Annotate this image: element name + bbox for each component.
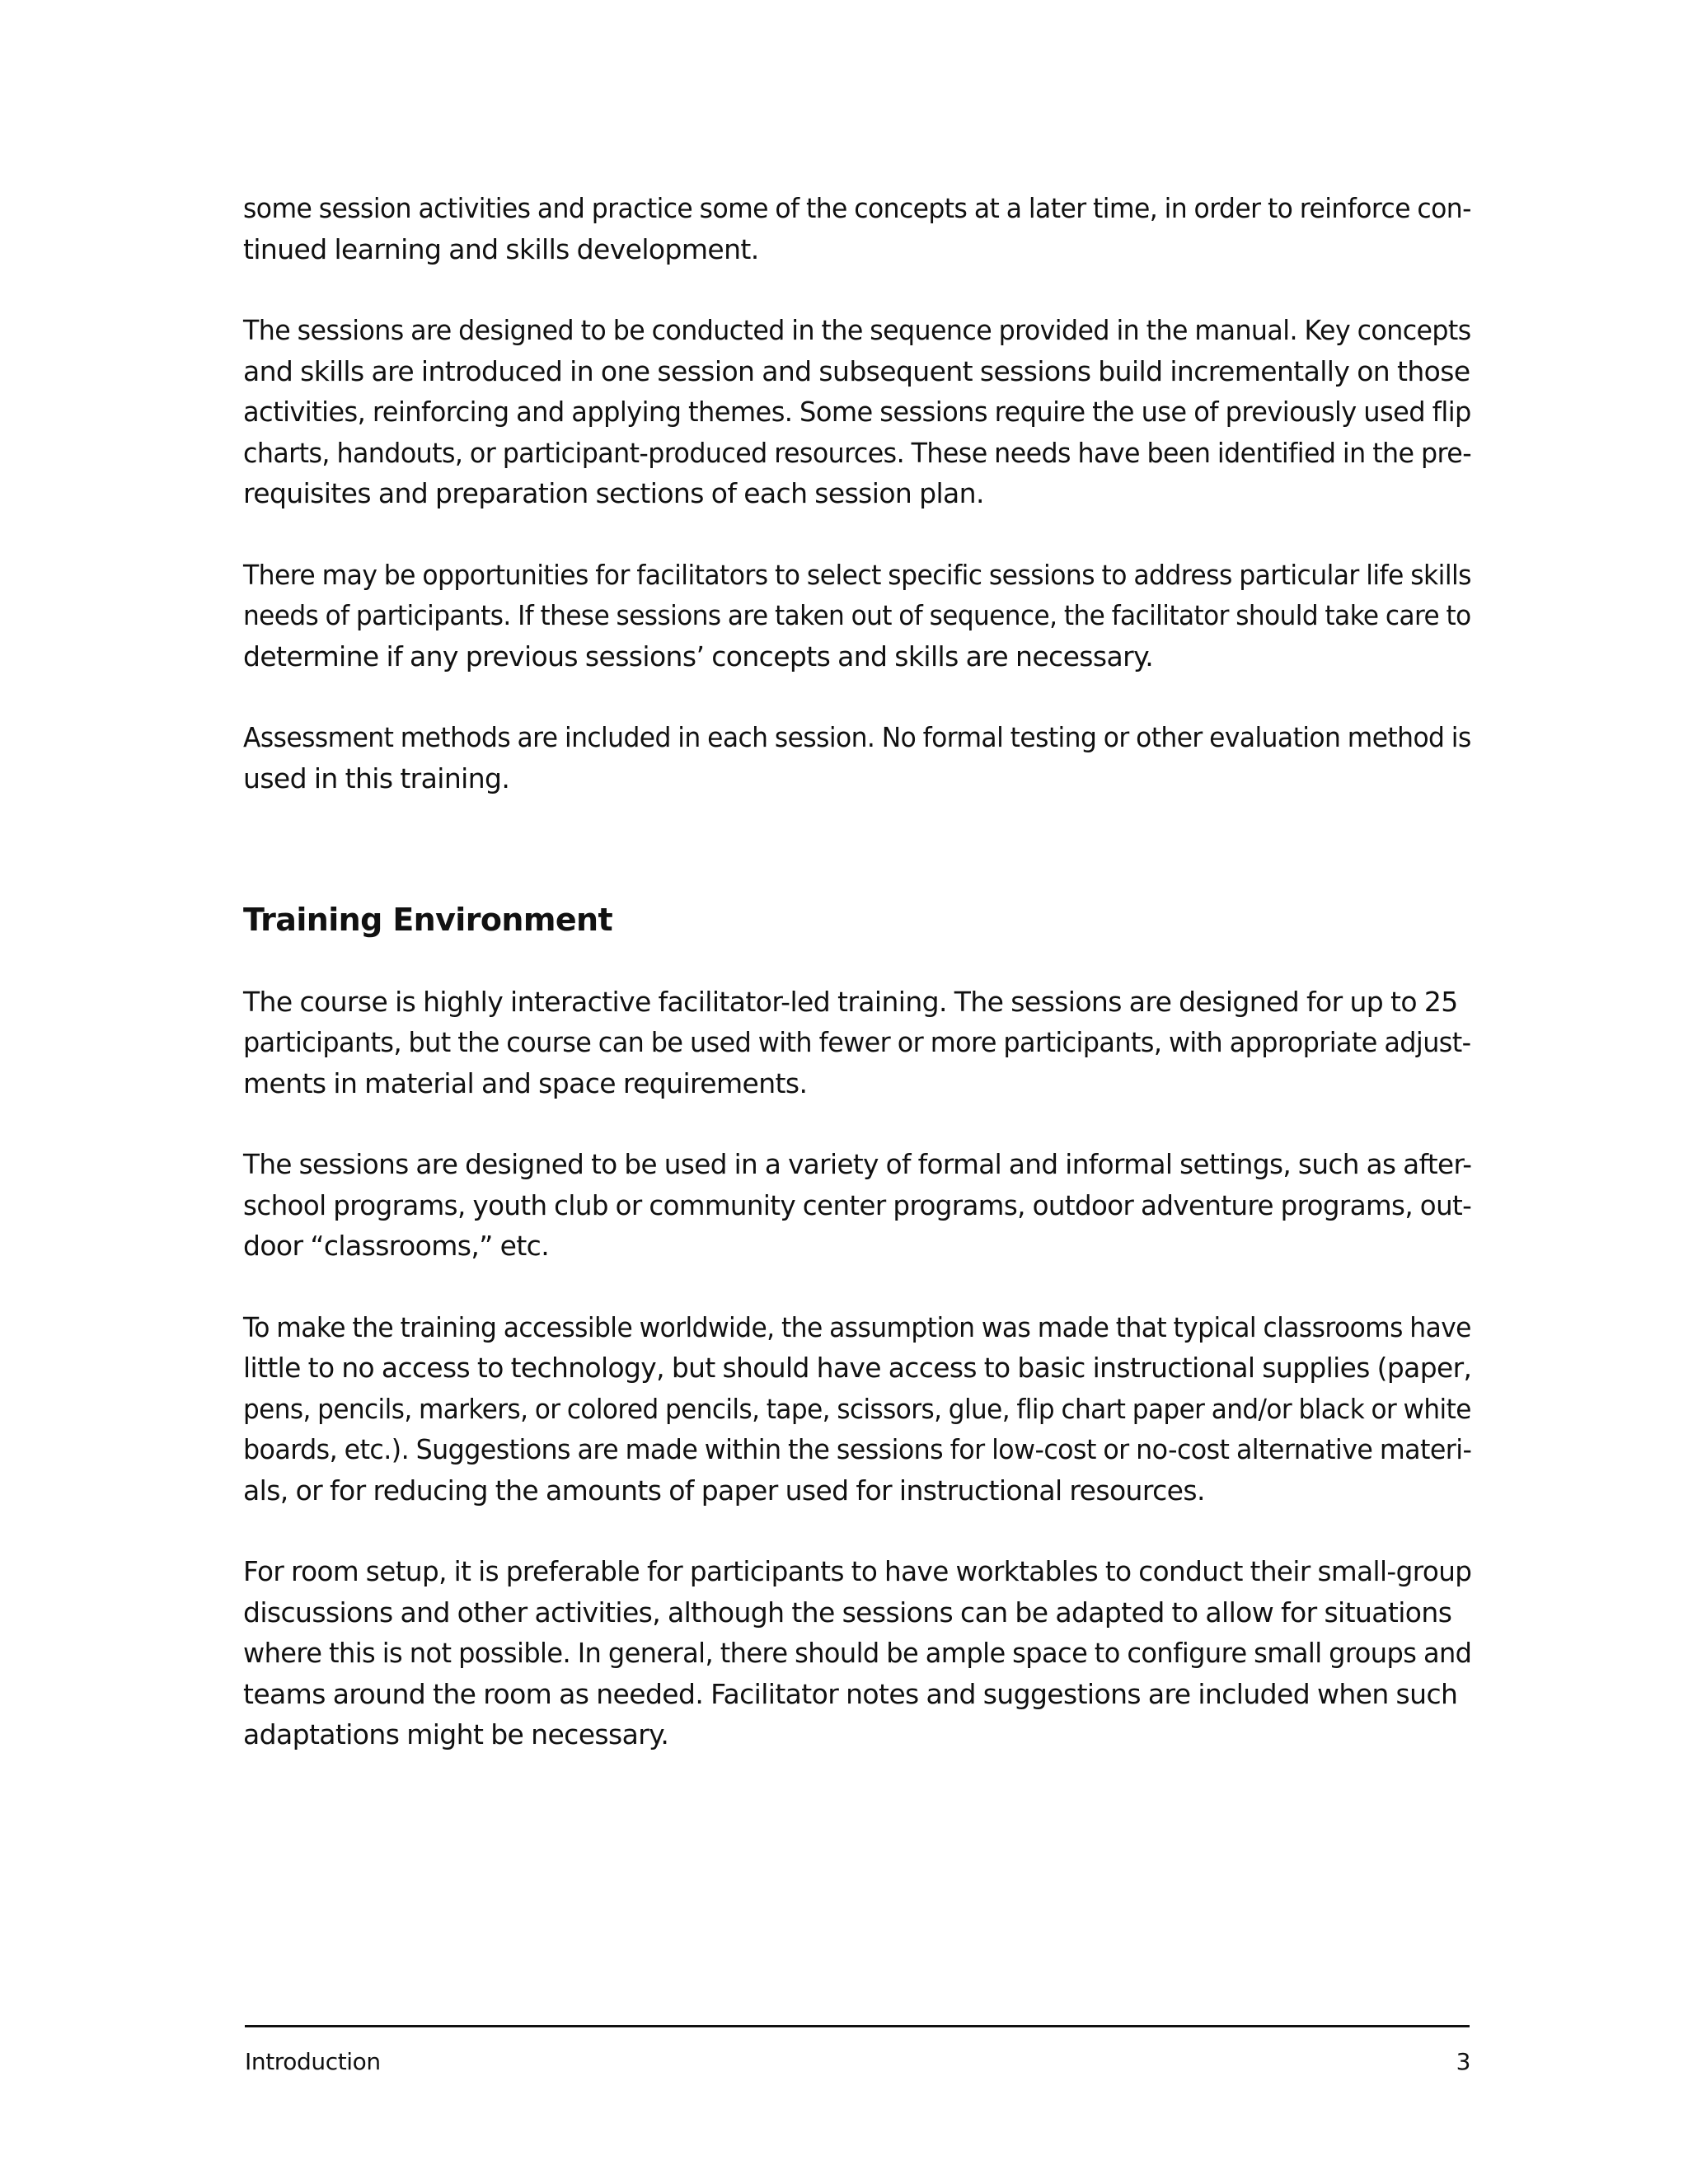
text-line: There may be opportunities for facilitators to select specific sessions to address particular life skills — [243, 558, 1471, 591]
text-line: little to no access to technology, but should have access to basic instructional supplies (paper, — [243, 1352, 1472, 1384]
text-line: and skills are introduced in one session and subsequent sessions build incrementally on those — [243, 354, 1470, 387]
footer-section-label: Introduction — [245, 2048, 381, 2075]
text-line: activities, reinforcing and applying themes. Some sessions require the use of previously used flip — [243, 396, 1471, 428]
paragraph-interactive-training — [243, 982, 1471, 1104]
page-body — [243, 188, 1471, 1796]
paragraph-select-sessions — [243, 555, 1471, 677]
text-line: als, or for reducing the amounts of paper used for instructional resources. — [243, 1474, 1205, 1507]
text-line: determine if any previous sessions’ concepts and skills are necessary. — [243, 640, 1154, 673]
text-line: To make the training accessible worldwide, the assumption was made that typical classrooms have — [243, 1310, 1471, 1343]
text-line: Assessment methods are included in each session. No formal testing or other evaluation method is — [243, 721, 1471, 753]
text-line: participants, but the course can be used with fewer or more participants, with appropriate adjust- — [243, 1026, 1471, 1058]
paragraph-settings — [243, 1144, 1471, 1267]
text-line: pens, pencils, markers, or colored pencils, tape, scissors, glue, flip chart paper and/or black or white — [243, 1392, 1471, 1425]
section-heading: Training Environment — [243, 902, 613, 938]
text-line: For room setup, it is preferable for participants to have worktables to conduct their small-group — [243, 1555, 1472, 1587]
text-line: door “classrooms,” etc. — [243, 1230, 550, 1262]
text-line: used in this training. — [243, 762, 510, 794]
paragraph-accessibility — [243, 1307, 1471, 1511]
footer-divider — [245, 2025, 1470, 2027]
text-line: boards, etc.). Suggestions are made within the sessions for low-cost or no-cost alternative materi- — [243, 1433, 1472, 1465]
text-line: adaptations might be necessary. — [243, 1718, 669, 1750]
page-number: 3 — [1456, 2048, 1470, 2075]
text-line: discussions and other activities, although the sessions can be adapted to allow for situations — [243, 1596, 1452, 1629]
text-line: some session activities and practice some of the concepts at a later time, in order to reinforce con- — [243, 192, 1471, 224]
paragraph-room-setup — [243, 1551, 1471, 1755]
text-line: teams around the room as needed. Facilitator notes and suggestions are included when such — [243, 1677, 1458, 1710]
text-line: where this is not possible. In general, there should be ample space to configure small groups and — [243, 1637, 1472, 1669]
text-line: needs of participants. If these sessions are taken out of sequence, the facilitator should take care to — [243, 599, 1471, 631]
text-line: requisites and preparation sections of each session plan. — [243, 477, 984, 509]
text-line: ments in material and space requirements. — [243, 1066, 808, 1099]
paragraph-assessment — [243, 717, 1471, 799]
text-line: school programs, youth club or community center programs, outdoor adventure programs, out- — [243, 1188, 1472, 1221]
text-line: The sessions are designed to be conducted in the sequence provided in the manual. Key concepts — [243, 314, 1471, 346]
text-line: charts, handouts, or participant-produced resources. These needs have been identified in the pre- — [243, 436, 1472, 469]
paragraph-continued-learning — [243, 188, 1471, 269]
paragraph-session-sequence — [243, 310, 1471, 514]
text-line: tinued learning and skills development. — [243, 232, 759, 265]
text-line: The sessions are designed to be used in a variety of formal and informal settings, such as after- — [243, 1148, 1472, 1180]
text-line: The course is highly interactive facilitator-led training. The sessions are designed for up to 25 — [243, 985, 1458, 1018]
